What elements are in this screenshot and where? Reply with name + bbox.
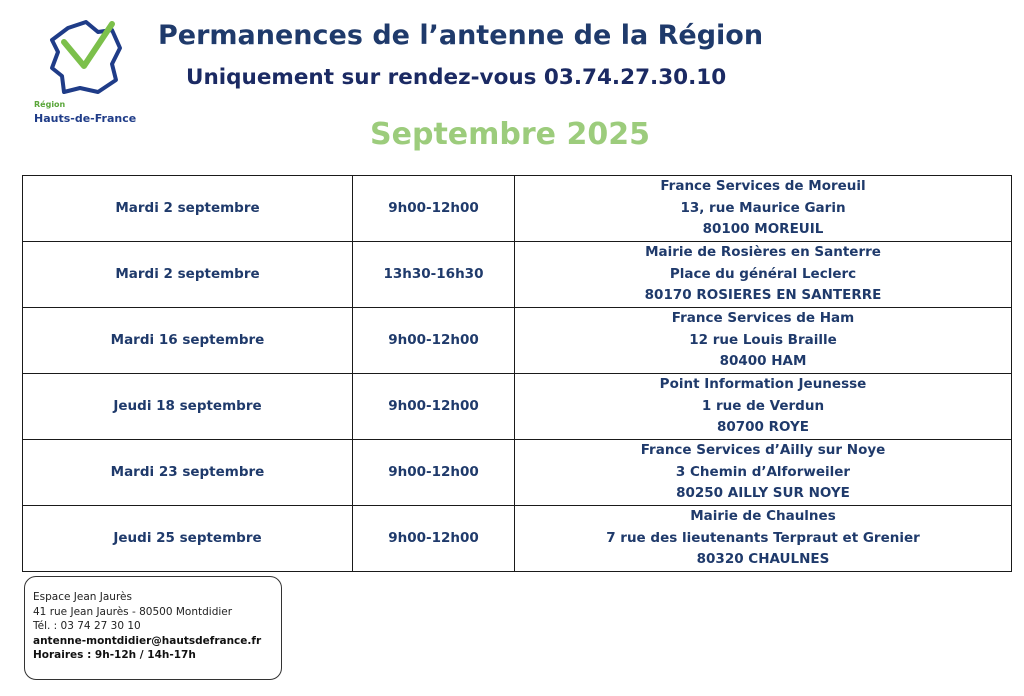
schedule-time: 9h00-12h00 xyxy=(353,440,515,506)
contact-hours: Horaires : 9h-12h / 14h-17h xyxy=(33,649,196,661)
schedule-date: Jeudi 18 septembre xyxy=(23,374,353,440)
hauts-de-france-map-icon xyxy=(46,18,126,98)
schedule-date: Mardi 2 septembre xyxy=(23,242,353,308)
contact-phone: Tél. : 03 74 27 30 10 xyxy=(33,620,141,632)
location-line: Mairie de Chaulnes xyxy=(690,508,836,525)
table-row xyxy=(23,242,1012,308)
location-line: 80320 CHAULNES xyxy=(696,551,830,568)
schedule-location xyxy=(515,506,1012,572)
page-title: Permanences de l’antenne de la Région xyxy=(158,20,764,51)
location-line: 13, rue Maurice Garin xyxy=(680,199,846,216)
table-row xyxy=(23,176,1012,242)
table-row xyxy=(23,440,1012,506)
location-line: 3 Chemin d’Alforweiler xyxy=(675,463,851,480)
location-line: 80100 MOREUIL xyxy=(702,221,824,238)
schedule-time: 9h00-12h00 xyxy=(353,374,515,440)
location-line: Mairie de Rosières en Santerre xyxy=(645,244,881,261)
location-line: Point Information Jeunesse xyxy=(659,376,867,393)
contact-box xyxy=(24,576,282,680)
table-row xyxy=(23,374,1012,440)
location-line: 80400 HAM xyxy=(719,353,807,370)
schedule-date: Mardi 23 septembre xyxy=(23,440,353,506)
contact-name: Espace Jean Jaurès xyxy=(33,591,132,603)
schedule-time: 9h00-12h00 xyxy=(353,176,515,242)
schedule-location xyxy=(515,176,1012,242)
schedule-time: 9h00-12h00 xyxy=(353,506,515,572)
location-line: Place du général Leclerc xyxy=(669,265,857,282)
location-line: France Services de Moreuil xyxy=(660,178,866,195)
location-line: France Services de Ham xyxy=(671,310,855,327)
table-row xyxy=(23,506,1012,572)
schedule-date: Jeudi 25 septembre xyxy=(23,506,353,572)
logo-label-hauts-de-france: Hauts-de-France xyxy=(34,112,137,125)
location-line: 7 rue des lieutenants Terpraut et Grenier xyxy=(606,529,920,546)
schedule-location xyxy=(515,242,1012,308)
appointment-phone-subtitle: Uniquement sur rendez-vous 03.74.27.30.10 xyxy=(186,65,727,90)
location-line: 1 rue de Verdun xyxy=(701,397,825,414)
schedule-time: 13h30-16h30 xyxy=(353,242,515,308)
contact-address: 41 rue Jean Jaurès - 80500 Montdidier xyxy=(33,605,233,618)
region-logo xyxy=(34,18,150,130)
month-heading: Septembre 2025 xyxy=(370,117,650,152)
schedule-time: 9h00-12h00 xyxy=(353,308,515,374)
table-row xyxy=(23,308,1012,374)
location-line: 12 rue Louis Braille xyxy=(689,331,837,348)
location-line: France Services d’Ailly sur Noye xyxy=(640,442,886,459)
contact-email[interactable]: antenne-montdidier@hautsdefrance.fr xyxy=(33,634,262,647)
location-line: 80700 ROYE xyxy=(716,419,810,436)
schedule-location xyxy=(515,374,1012,440)
schedule-date: Mardi 2 septembre xyxy=(23,176,353,242)
location-line: 80250 AILLY SUR NOYE xyxy=(676,485,850,502)
schedule-location xyxy=(515,308,1012,374)
schedule-location xyxy=(515,440,1012,506)
logo-label-region: Région xyxy=(34,100,66,109)
location-line: 80170 ROSIERES EN SANTERRE xyxy=(644,287,882,304)
schedule-date: Mardi 16 septembre xyxy=(23,308,353,374)
schedule-table xyxy=(22,175,1012,572)
